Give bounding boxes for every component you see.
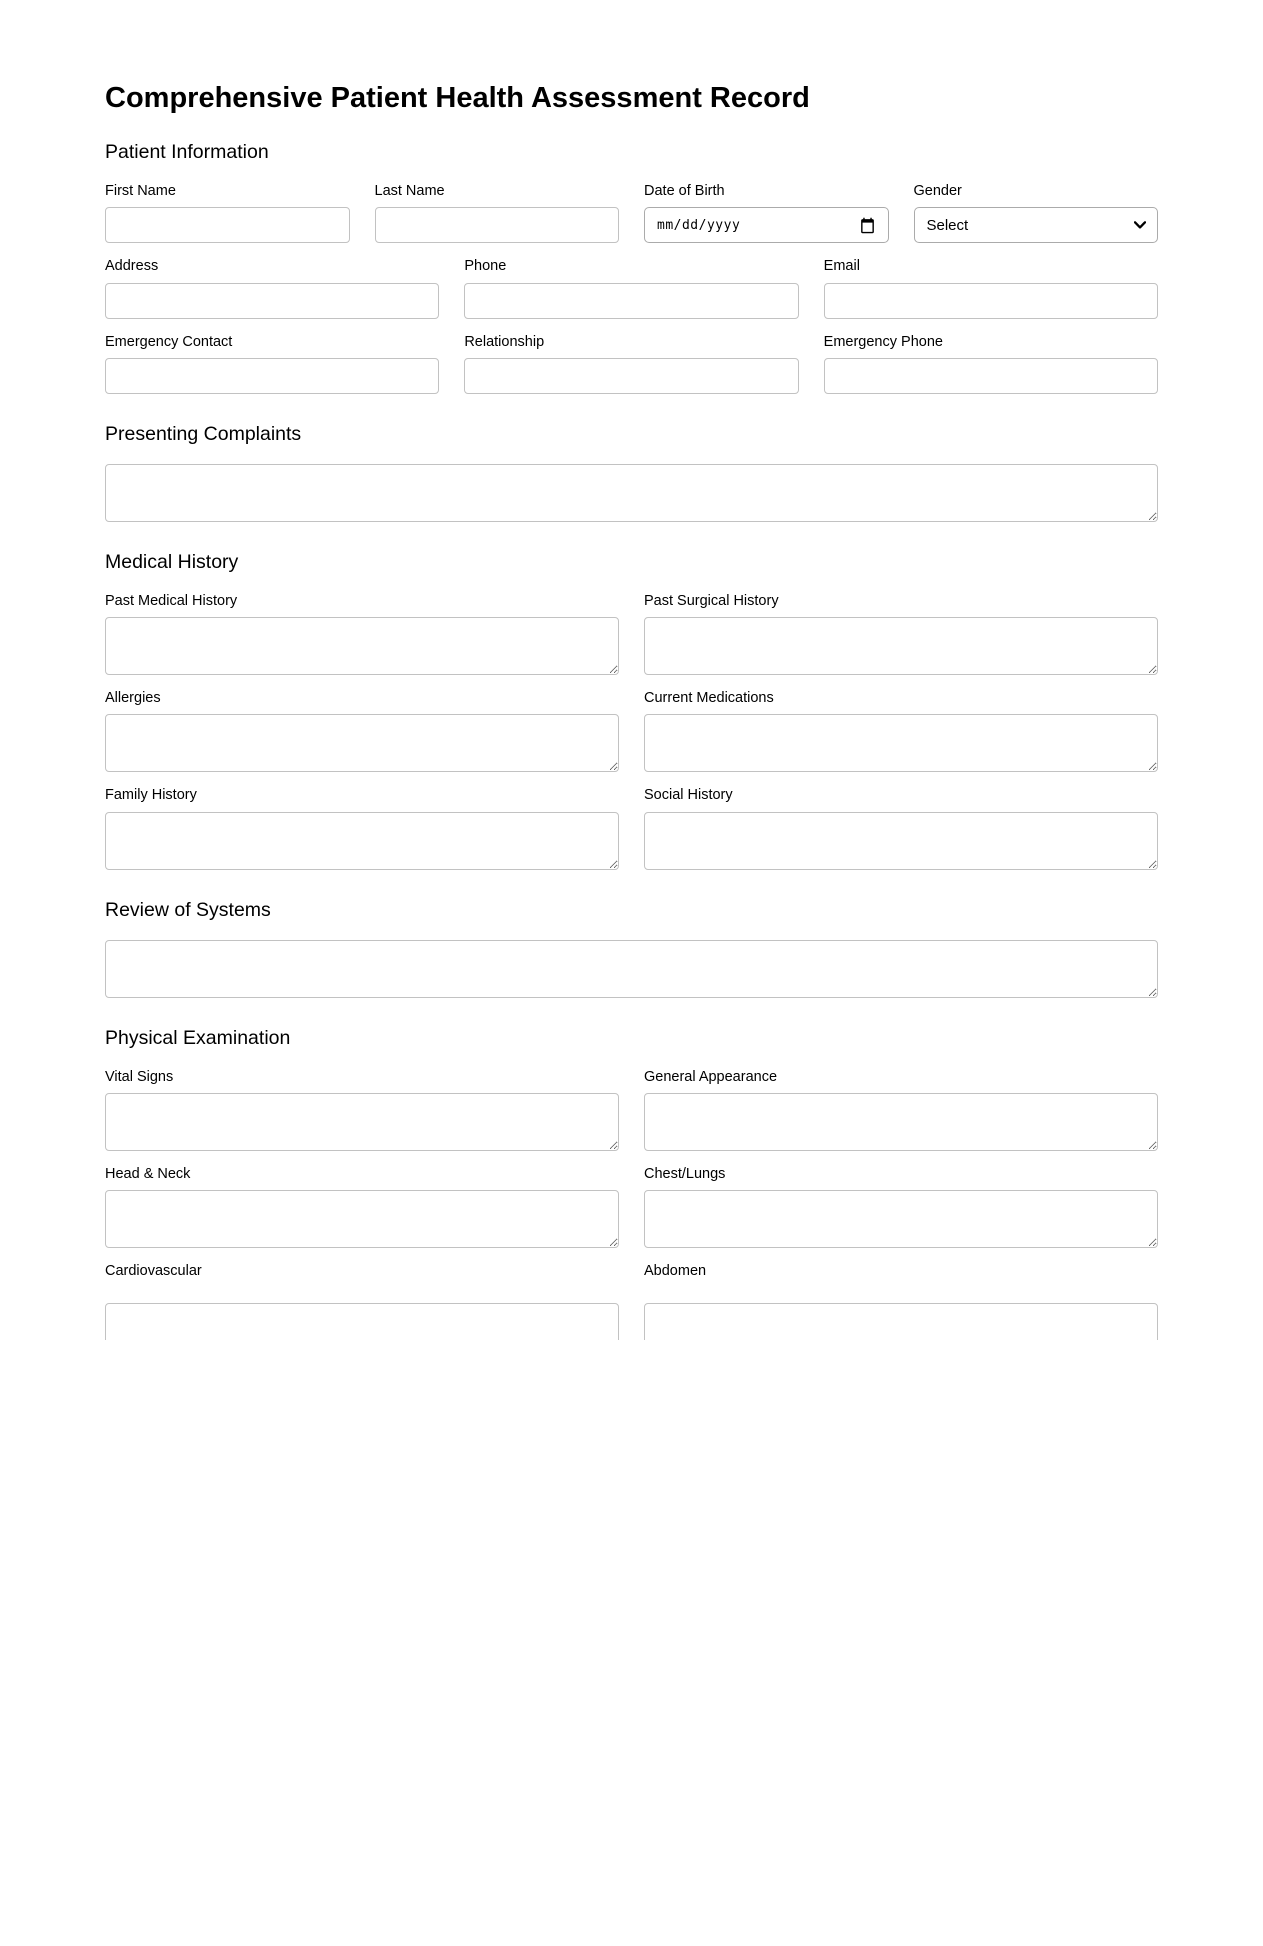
past-surgical-history-field bbox=[644, 593, 1158, 675]
cardiovascular-field bbox=[105, 1263, 619, 1287]
current-medications-textarea[interactable] bbox=[644, 714, 1158, 772]
physical-exam-row-2 bbox=[105, 1166, 1158, 1248]
family-history-field bbox=[105, 787, 619, 869]
past-medical-history-label: Past Medical History bbox=[105, 592, 238, 609]
past-surgical-history-textarea[interactable] bbox=[644, 617, 1158, 675]
address-field bbox=[105, 258, 439, 318]
patient-info-row-2 bbox=[105, 258, 1158, 318]
cardiovascular-label: Cardiovascular bbox=[105, 1263, 202, 1280]
physical-exam-row-3-labels bbox=[105, 1263, 1158, 1287]
chest-lungs-label: Chest/Lungs bbox=[644, 1166, 726, 1183]
first-name-input[interactable] bbox=[105, 207, 350, 243]
physical-exam-row-3-inputs-clipped bbox=[105, 1303, 1158, 1340]
first-name-field bbox=[105, 183, 350, 243]
medical-history-row-2 bbox=[105, 690, 1158, 772]
email-field bbox=[824, 258, 1158, 318]
section-heading-review-of-systems: Review of Systems bbox=[105, 898, 271, 921]
general-appearance-field bbox=[644, 1069, 1158, 1151]
section-heading-physical-examination: Physical Examination bbox=[105, 1027, 291, 1050]
vital-signs-field bbox=[105, 1069, 619, 1151]
gender-field bbox=[914, 183, 1159, 243]
social-history-textarea[interactable] bbox=[644, 812, 1158, 870]
relationship-input[interactable] bbox=[464, 358, 798, 394]
social-history-field bbox=[644, 787, 1158, 869]
medical-history-row-1 bbox=[105, 593, 1158, 675]
emergency-phone-field bbox=[824, 334, 1158, 394]
medical-history-row-3 bbox=[105, 787, 1158, 869]
current-medications-label: Current Medications bbox=[644, 690, 774, 707]
allergies-textarea[interactable] bbox=[105, 714, 619, 772]
phone-input[interactable] bbox=[464, 283, 798, 319]
address-label: Address bbox=[105, 258, 159, 275]
emergency-contact-field bbox=[105, 334, 439, 394]
relationship-field bbox=[464, 334, 798, 394]
head-neck-textarea[interactable] bbox=[105, 1190, 619, 1248]
allergies-field bbox=[105, 690, 619, 772]
last-name-field bbox=[375, 183, 620, 243]
date-of-birth-input[interactable] bbox=[644, 207, 889, 243]
section-heading-medical-history: Medical History bbox=[105, 551, 239, 574]
chest-lungs-field bbox=[644, 1166, 1158, 1248]
cardiovascular-textarea[interactable] bbox=[105, 1303, 619, 1340]
abdomen-textarea[interactable] bbox=[644, 1303, 1158, 1340]
email-label: Email bbox=[823, 258, 860, 275]
first-name-label: First Name bbox=[105, 182, 176, 199]
patient-info-row-1 bbox=[105, 183, 1158, 243]
family-history-textarea[interactable] bbox=[105, 812, 619, 870]
calendar-icon[interactable] bbox=[859, 217, 876, 234]
patient-info-row-3 bbox=[105, 334, 1158, 394]
emergency-contact-label: Emergency Contact bbox=[105, 333, 233, 350]
gender-label: Gender bbox=[913, 182, 962, 199]
date-placeholder-text: mm/dd/yyyy bbox=[657, 217, 741, 233]
page-title: Comprehensive Patient Health Assessment Record bbox=[105, 82, 810, 114]
section-heading-patient-information: Patient Information bbox=[105, 141, 269, 164]
general-appearance-label: General Appearance bbox=[644, 1068, 778, 1085]
phone-field bbox=[464, 258, 798, 318]
review-of-systems-textarea[interactable] bbox=[105, 940, 1158, 998]
emergency-phone-input[interactable] bbox=[824, 358, 1158, 394]
emergency-phone-label: Emergency Phone bbox=[823, 333, 943, 350]
email-input[interactable] bbox=[824, 283, 1158, 319]
abdomen-field bbox=[644, 1263, 1158, 1287]
emergency-contact-input[interactable] bbox=[105, 358, 439, 394]
address-input[interactable] bbox=[105, 283, 439, 319]
gender-select-wrap bbox=[914, 207, 1159, 243]
allergies-label: Allergies bbox=[105, 690, 161, 707]
current-medications-field bbox=[644, 690, 1158, 772]
last-name-input[interactable] bbox=[375, 207, 620, 243]
gender-select[interactable] bbox=[914, 207, 1159, 243]
chest-lungs-textarea[interactable] bbox=[644, 1190, 1158, 1248]
date-of-birth-field bbox=[644, 183, 889, 243]
last-name-label: Last Name bbox=[374, 182, 445, 199]
phone-label: Phone bbox=[464, 258, 507, 275]
past-medical-history-textarea[interactable] bbox=[105, 617, 619, 675]
family-history-label: Family History bbox=[105, 787, 197, 804]
general-appearance-textarea[interactable] bbox=[644, 1093, 1158, 1151]
vital-signs-label: Vital Signs bbox=[105, 1068, 174, 1085]
patient-assessment-form bbox=[105, 0, 1158, 1340]
past-medical-history-field bbox=[105, 593, 619, 675]
past-surgical-history-label: Past Surgical History bbox=[644, 592, 779, 609]
physical-exam-row-1 bbox=[105, 1069, 1158, 1151]
vital-signs-textarea[interactable] bbox=[105, 1093, 619, 1151]
date-of-birth-label: Date of Birth bbox=[644, 182, 725, 199]
abdomen-label: Abdomen bbox=[644, 1263, 707, 1280]
presenting-complaints-textarea[interactable] bbox=[105, 464, 1158, 522]
section-heading-presenting-complaints: Presenting Complaints bbox=[105, 422, 302, 445]
head-neck-field bbox=[105, 1166, 619, 1248]
head-neck-label: Head & Neck bbox=[105, 1166, 191, 1183]
social-history-label: Social History bbox=[644, 787, 733, 804]
relationship-label: Relationship bbox=[464, 333, 545, 350]
